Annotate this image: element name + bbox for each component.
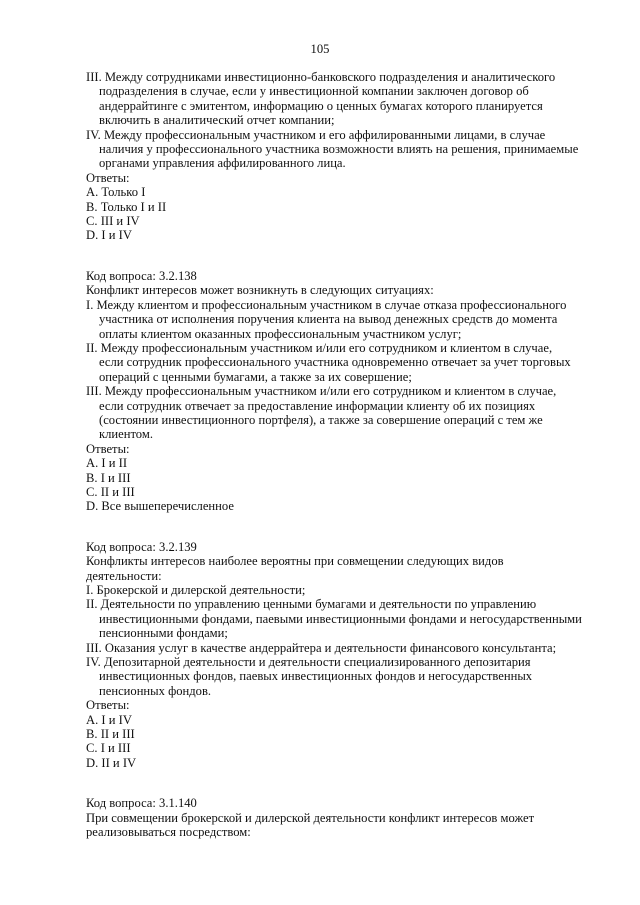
question-block: [86, 269, 586, 514]
text-line: III. Между профессиональным участником и/или его сотрудником и клиентом в случае,: [86, 384, 557, 399]
text-line: Конфликт интересов может возникнуть в следующих ситуациях:: [86, 283, 434, 298]
text-line: II. Между профессиональным участником и/или его сотрудником и клиентом в случае,: [86, 340, 553, 355]
text-line: органами управления аффилированного лица.: [99, 156, 346, 171]
text-line: B. II и III: [86, 727, 135, 742]
text-line: клиентом.: [99, 427, 153, 442]
text-line: IV. Депозитарной деятельности и деятельности специализированного депозитария: [86, 655, 531, 670]
text-line: операций с ценными бумагами, а также за их совершение;: [99, 369, 412, 384]
text-line: если сотрудник отвечает за предоставление информации клиенту об их позициях: [99, 398, 536, 413]
text-line: I. Между клиентом и профессиональным участником в случае отказа профессионального: [86, 297, 567, 312]
text-line: Ответы:: [86, 441, 130, 456]
text-line: D. Все вышеперечисленное: [86, 499, 234, 514]
text-line: инвестиционных фондов, паевых инвестиционных фондов и негосударственных: [99, 669, 533, 684]
question-block: [86, 796, 586, 839]
text-line: IV. Между профессиональным участником и его аффилированными лицами, в случае: [86, 127, 546, 142]
text-line: При совмещении брокерской и дилерской деятельности конфликт интересов может: [86, 810, 535, 825]
text-line: C. I и III: [86, 741, 131, 756]
text-line: A. Только I: [86, 185, 146, 200]
text-line: A. I и IV: [86, 712, 132, 727]
text-line: Ответы:: [86, 170, 130, 185]
text-line: реализовываться посредством:: [86, 825, 251, 840]
text-line: пенсионных фондов.: [99, 683, 212, 698]
page-content: [86, 70, 586, 840]
text-line: подразделения в случае, если у инвестиционной компании заключен договор об: [99, 84, 529, 99]
text-line: II. Деятельности по управлению ценными бумагами и деятельности по управлению: [86, 597, 537, 612]
text-line: инвестиционными фондами, паевыми инвестиционными фондами и негосударственными: [99, 611, 582, 626]
text-line: Конфликты интересов наиболее вероятны при совмещении следующих видов: [86, 554, 504, 569]
text-line: A. I и II: [86, 456, 128, 471]
text-line: III. Между сотрудниками инвестиционно-банковского подразделения и аналитического: [86, 70, 556, 84]
text-line: наличия у профессионального участника возможности влиять на решения, принимаемые: [99, 142, 579, 157]
text-line: C. III и IV: [86, 214, 140, 229]
text-line: участника от исполнения поручения клиента на вывод денежных средств до момента: [99, 312, 558, 327]
question-block: [86, 540, 586, 771]
text-line: включить в аналитический отчет компании;: [99, 113, 335, 128]
text-line: андеррайтинге с эмитентом, информацию о ценных бумагах которого планируется: [99, 98, 543, 113]
block-spacer: [86, 770, 586, 796]
text-line: Код вопроса: 3.2.138: [86, 268, 197, 283]
text-line: B. I и III: [86, 470, 131, 485]
text-line: Код вопроса: 3.2.139: [86, 539, 197, 554]
text-line: если сотрудник профессионального участника одновременно отвечает за учет торговых: [99, 355, 571, 370]
text-line: пенсионными фондами;: [99, 626, 228, 641]
text-line: D. II и IV: [86, 755, 137, 770]
question-block: [86, 70, 586, 243]
text-line: III. Оказания услуг в качестве андеррайтера и деятельности финансового консультанта;: [86, 640, 557, 655]
text-line: Ответы:: [86, 698, 130, 713]
text-line: деятельности:: [86, 568, 162, 583]
text-line: I. Брокерской и дилерской деятельности;: [86, 583, 306, 597]
text-line: Код вопроса: 3.1.140: [86, 796, 197, 811]
text-line: B. Только I и II: [86, 199, 167, 214]
text-line: оплаты клиентом оказанных профессиональным участником услуг;: [99, 326, 462, 341]
block-spacer: [86, 514, 586, 540]
text-line: (состоянии инвестиционного портфеля), а также за совершение операций с тем же: [99, 412, 543, 427]
text-line: D. I и IV: [86, 228, 132, 243]
block-spacer: [86, 243, 586, 269]
page-number: 105: [310, 42, 330, 56]
text-line: C. II и III: [86, 484, 135, 499]
